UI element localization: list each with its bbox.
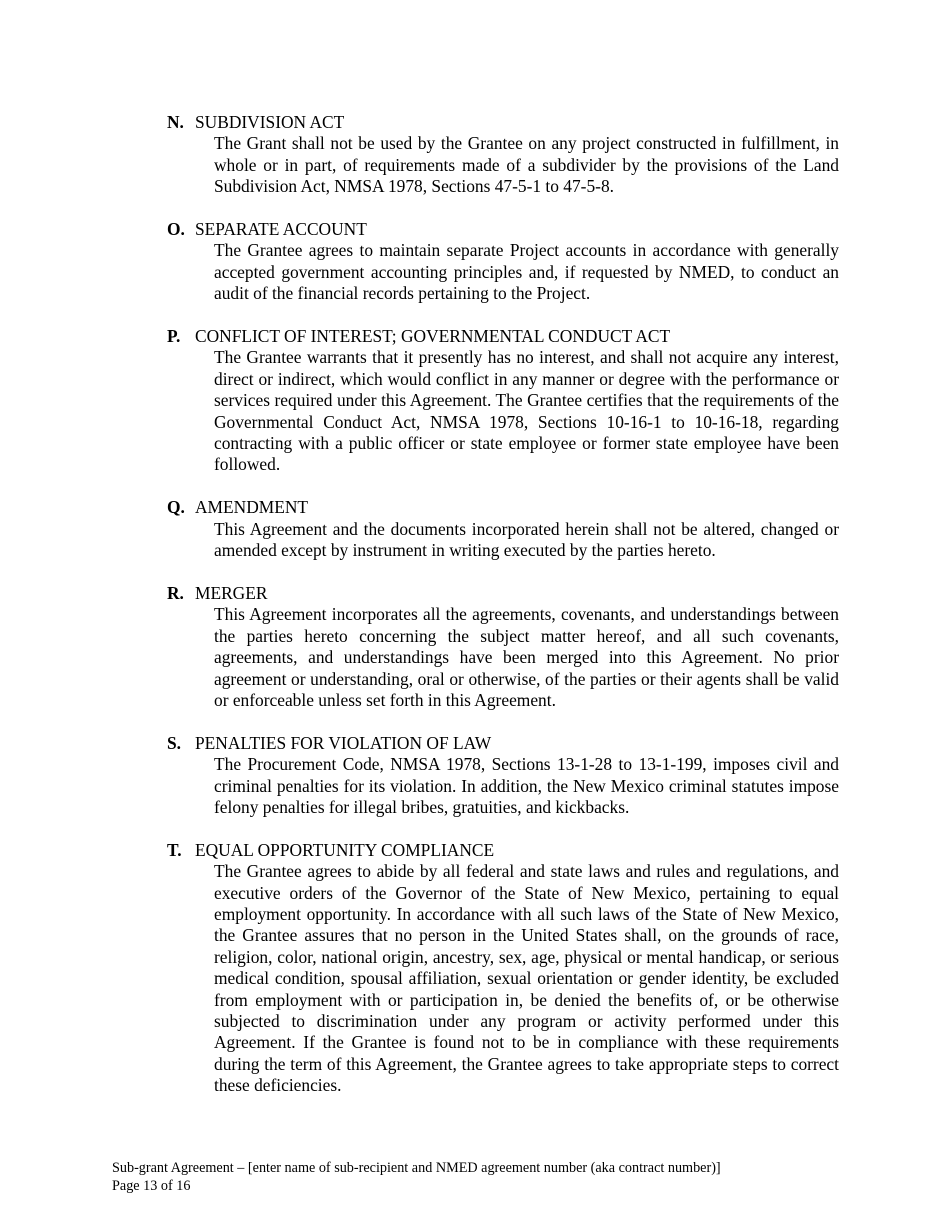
page-footer <box>112 1160 872 1195</box>
section-body: The Grant shall not be used by the Grantee on any project constructed in fulfillment, in whole or in part, of requirements made of a subdivider by the provisions of the Land Subdivision Act, NMSA 1978, Sections 47-5-1 to 47-5-8. <box>214 133 839 197</box>
section-heading <box>167 112 839 133</box>
section-n <box>167 112 839 198</box>
section-letter: R. <box>167 582 184 603</box>
section-title: MERGER <box>195 582 268 603</box>
section-heading <box>167 326 839 347</box>
section-heading <box>167 583 839 604</box>
section-body: The Procurement Code, NMSA 1978, Sections 13-1-28 to 13-1-199, imposes civil and criminal penalties for its violation. In addition, the New Mexico criminal statutes impose felony penalties for illegal bribes, gratuities, and kickbacks. <box>214 754 839 817</box>
section-heading <box>167 840 839 861</box>
section-s <box>167 733 839 819</box>
section-letter: O. <box>167 219 185 240</box>
section-t <box>167 840 839 1097</box>
section-o <box>167 219 839 305</box>
section-title: PENALTIES FOR VIOLATION OF LAW <box>195 732 492 753</box>
section-heading <box>167 733 839 754</box>
section-body: The Grantee warrants that it presently has no interest, and shall not acquire any interest, direct or indirect, which would conflict in any manner or degree with the performance or services required under this Agreement. The Grantee certifies that the requirements of the Governmental Conduct Act, NMSA 1978, Sections 10-16-1 to 10-16-18, regarding contracting with a public officer or state employee or former state employee have been followed. <box>214 347 839 475</box>
section-r <box>167 583 839 711</box>
section-letter: P. <box>167 326 181 347</box>
section-letter: Q. <box>167 497 185 518</box>
footer-agreement-label: Sub-grant Agreement – [enter name of sub-recipient and NMED agreement number (aka contract number)] <box>112 1160 721 1176</box>
section-letter: N. <box>167 112 184 132</box>
section-letter: S. <box>167 732 182 753</box>
section-body: This Agreement incorporates all the agreements, covenants, and understandings between the parties hereto concerning the subject matter hereof, and all such covenants, agreements, and understandings have been merged into this Agreement. No prior agreement or understanding, oral or otherwise, of the parties or their agents shall be valid or enforceable unless set forth in this Agreement. <box>214 604 839 710</box>
section-body: The Grantee agrees to abide by all federal and state laws and rules and regulations, and executive orders of the Governor of the State of New Mexico, pertaining to equal employment opportunity. In accordance with all such laws of the State of New Mexico, the Grantee assures that no person in the United States shall, on the grounds of race, religion, color, national origin, ancestry, sex, age, physical or mental handicap, or serious medical condition, spousal affiliation, sexual orientation or gender identity, be excluded from employment with or participation in, be denied the benefits of, or be otherwise subjected to discrimination under any program or activity performed under this Agreement. If the Grantee is found not to be in compliance with these requirements during the term of this Agreement, the Grantee agrees to take appropriate steps to correct these deficiencies. <box>214 861 839 1096</box>
agreement-sections <box>167 112 839 1118</box>
section-body: This Agreement and the documents incorporated herein shall not be altered, changed or amended except by instrument in writing executed by the parties hereto. <box>214 518 839 561</box>
section-body: The Grantee agrees to maintain separate Project accounts in accordance with generally accepted government accounting principles and, if requested by NMED, to conduct an audit of the financial records pertaining to the Project. <box>214 240 839 304</box>
section-title: SUBDIVISION ACT <box>195 112 345 132</box>
section-title: SEPARATE ACCOUNT <box>195 219 367 240</box>
section-q <box>167 497 839 561</box>
section-title: EQUAL OPPORTUNITY COMPLIANCE <box>195 839 495 860</box>
section-heading <box>167 219 839 240</box>
section-title: CONFLICT OF INTEREST; GOVERNMENTAL CONDUCT ACT <box>195 326 671 347</box>
section-letter: T. <box>167 839 182 860</box>
footer-page-number: Page 13 of 16 <box>112 1177 191 1194</box>
section-title: AMENDMENT <box>195 497 309 518</box>
section-heading <box>167 497 839 518</box>
section-p <box>167 326 839 476</box>
